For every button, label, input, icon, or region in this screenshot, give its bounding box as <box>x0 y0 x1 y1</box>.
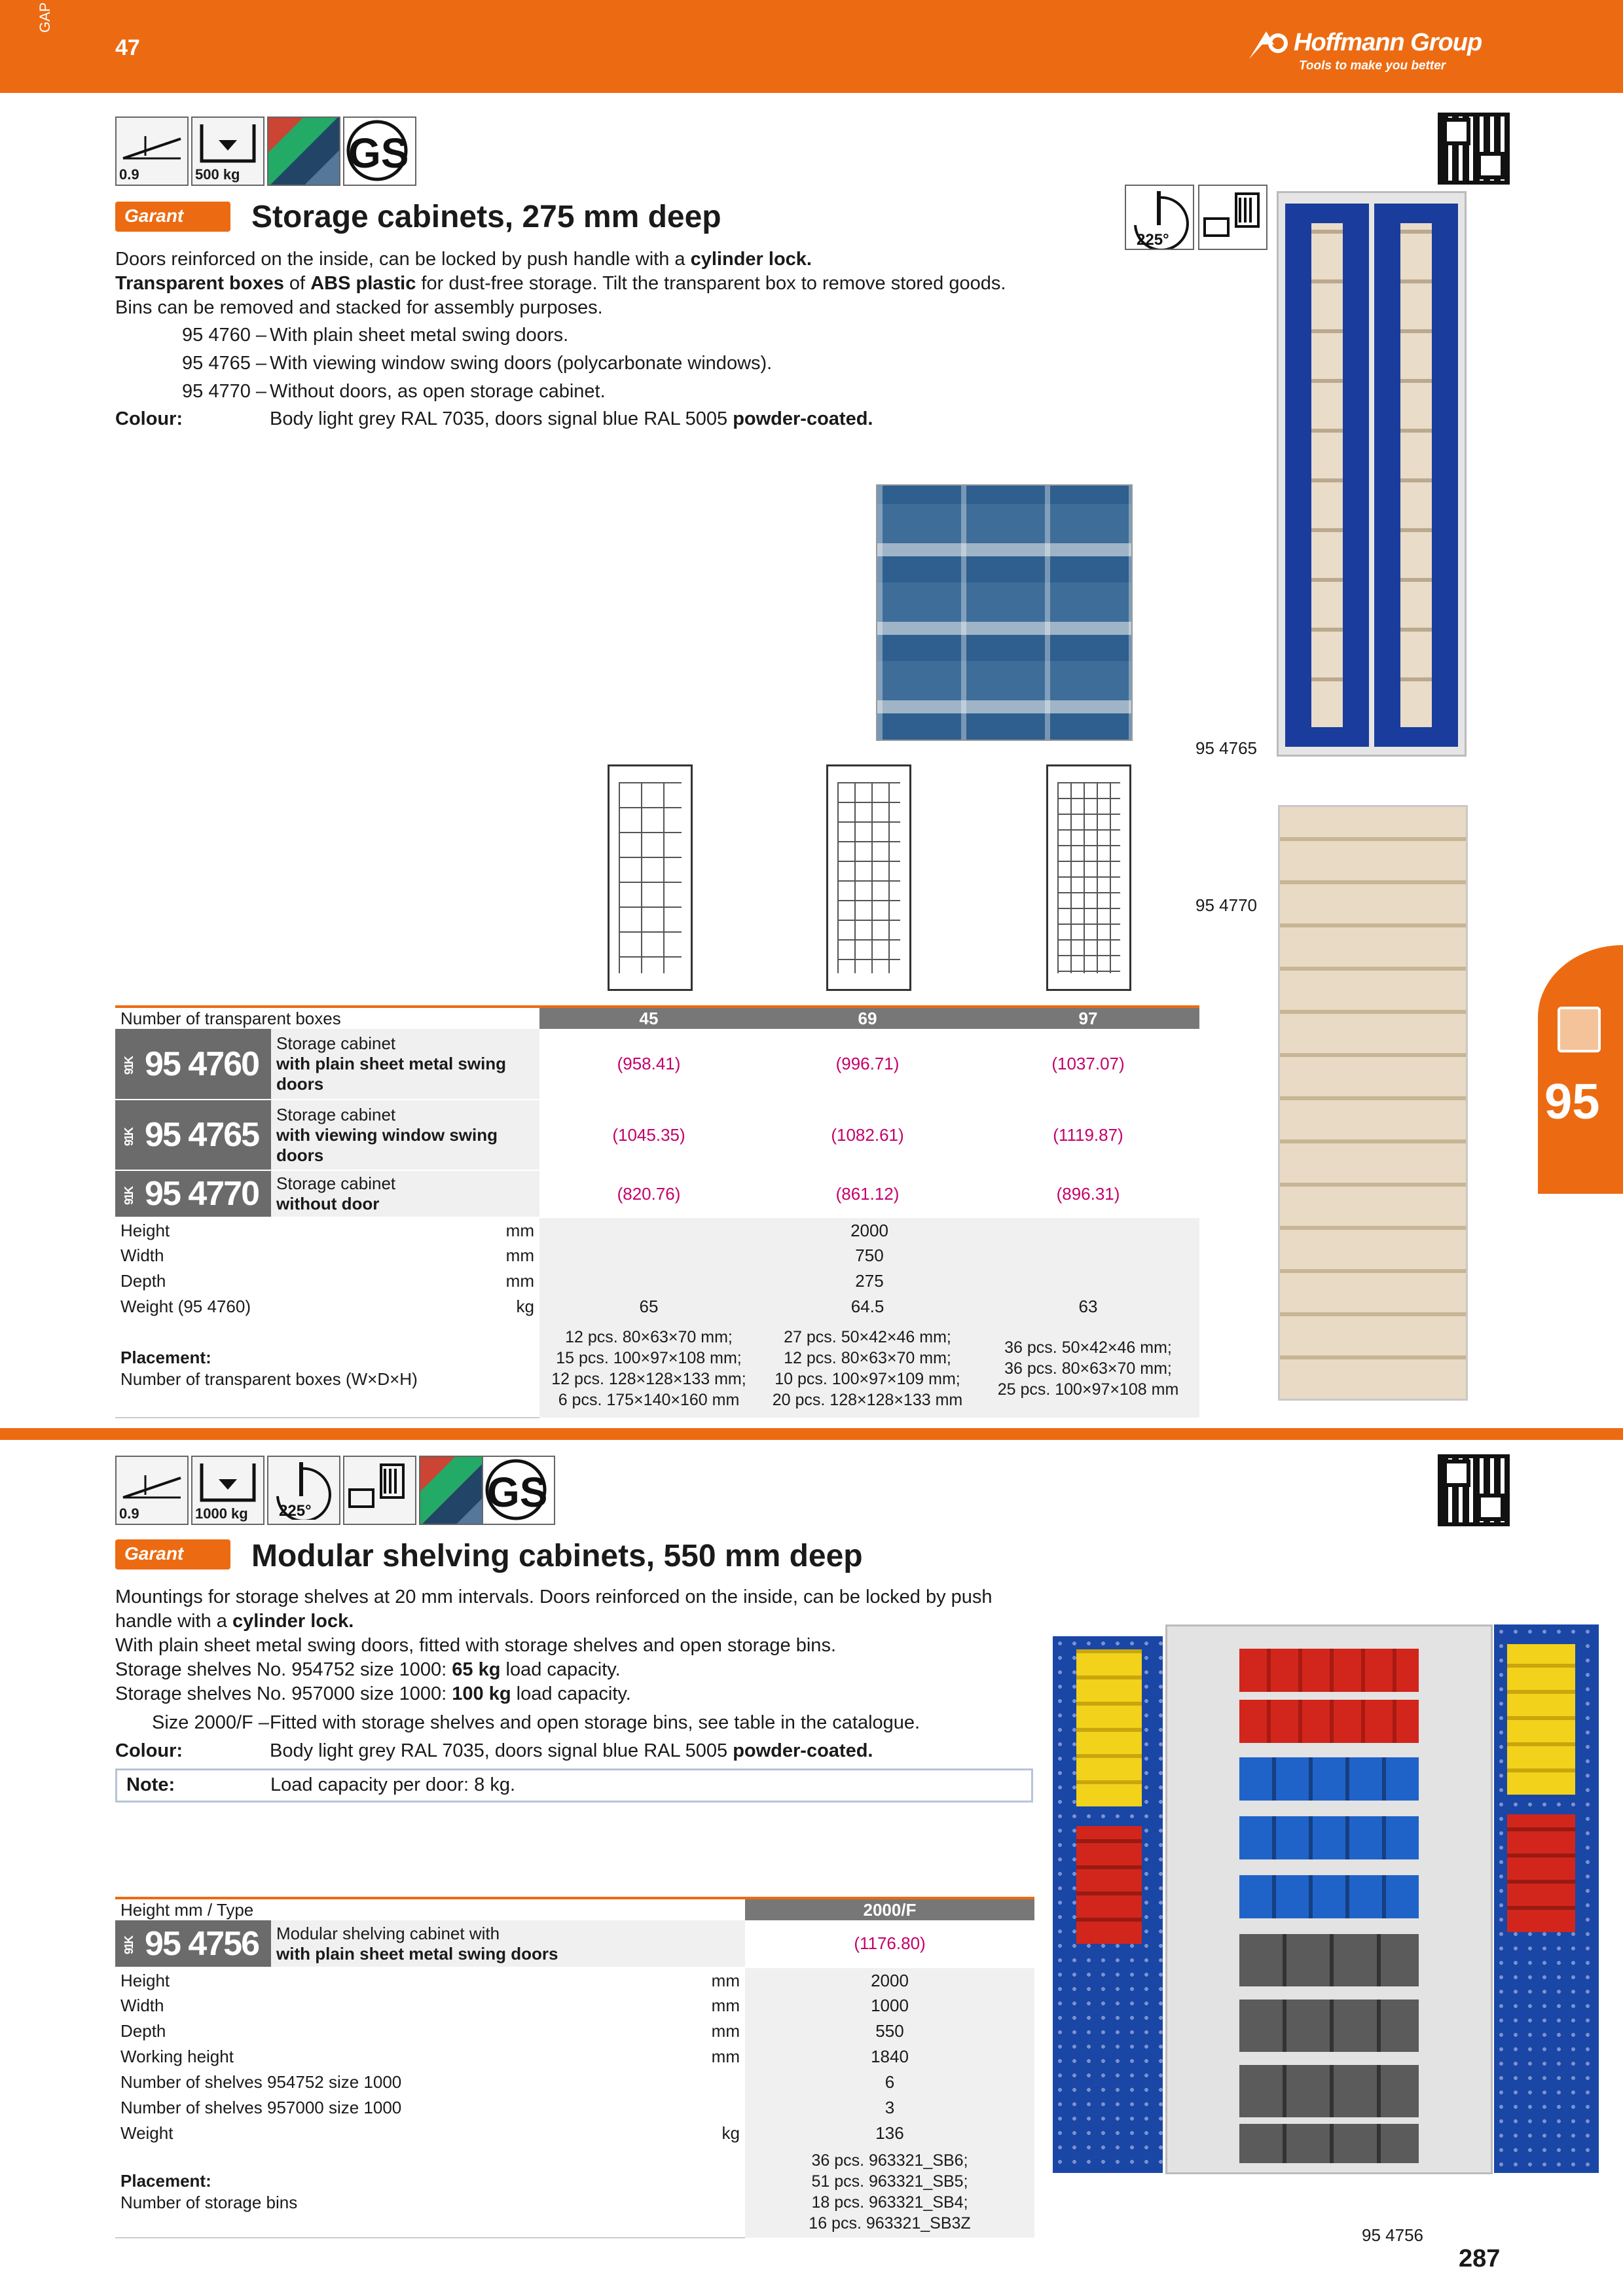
gs-certification-icon <box>482 1456 555 1525</box>
spec-row: Working height mm 1840 <box>115 2044 1034 2070</box>
spec-row-weight: Weight (95 4760) kg 65 64.5 63 <box>115 1294 1199 1319</box>
door-window <box>1400 223 1432 727</box>
blue-bin-row <box>1239 1875 1419 1918</box>
spec-row-depth: Depth mm 275 <box>115 1268 1199 1294</box>
spec-row: Number of shelves 954752 size 1000 6 <box>115 2070 1034 2095</box>
spec-row: Width mm 1000 <box>115 1993 1034 2018</box>
caption-954770: 95 4770 <box>1195 895 1257 915</box>
right-door <box>1494 1624 1599 2173</box>
spec-row: Weight kg 136 <box>115 2121 1034 2146</box>
lock-bins-icon <box>343 1456 416 1525</box>
section1-intro-line1: Doors reinforced on the inside, can be locked by push handle with a cylinder lock. <box>115 249 812 270</box>
garant-brand-badge: Garant <box>115 1539 230 1570</box>
grey-bin-row <box>1239 2124 1419 2163</box>
product-description: Storage cabinet with plain sheet metal swing doors <box>271 1029 539 1100</box>
colour-label: Colour: <box>115 1740 183 1761</box>
variant-text-3: Without doors, as open storage cabinet. <box>270 381 606 402</box>
spec-row: Depth mm 550 <box>115 2018 1034 2044</box>
grey-bin-row <box>1239 1934 1419 1986</box>
load-capacity-icon <box>191 117 264 186</box>
section2-line4: Storage shelves No. 954752 size 1000: 65 kg load capacity. <box>115 1659 621 1680</box>
table-row <box>115 1920 1034 1967</box>
cabinet-tab-icon <box>1558 1007 1601 1052</box>
price: (958.41) <box>539 1029 758 1100</box>
blue-bin-row <box>1239 1816 1419 1859</box>
price: (820.76) <box>539 1170 758 1217</box>
grey-bin-row <box>1239 2065 1419 2117</box>
caption-954756: 95 4756 <box>1362 2225 1423 2245</box>
article-number[interactable]: 91K 95 4770 <box>115 1170 271 1217</box>
colour-text: Body light grey RAL 7035, doors signal blue RAL 5005 powder-coated. <box>270 408 873 429</box>
col-69: 69 <box>758 1007 977 1029</box>
cabinet-photo-954756 <box>1165 1624 1493 2174</box>
price: (1082.61) <box>758 1100 977 1170</box>
layout-sketch-69 <box>826 764 911 991</box>
variant-text-1: With plain sheet metal swing doors. <box>270 325 569 346</box>
colour-text: Body light grey RAL 7035, doors signal blue RAL 5005 powder-coated. <box>270 1740 873 1761</box>
price: (996.71) <box>758 1029 977 1100</box>
table-row <box>115 1029 1199 1100</box>
qr-code-icon[interactable] <box>1438 1454 1510 1526</box>
left-door <box>1285 204 1369 747</box>
inclination-icon <box>115 117 189 186</box>
product-description: Storage cabinet without door <box>271 1170 539 1217</box>
section2-line2: handle with a cylinder lock. <box>115 1611 354 1632</box>
product-description: Storage cabinet with viewing window swing doors <box>271 1100 539 1170</box>
inclination-value: 0.9 <box>119 166 139 183</box>
article-number[interactable]: 91K 95 4756 <box>115 1920 271 1967</box>
spec-row-height: Height mm 2000 <box>115 1217 1199 1243</box>
load-value: 1000 kg <box>195 1505 248 1522</box>
table-header-label: Height mm / Type <box>115 1898 745 1920</box>
price: (896.31) <box>977 1170 1199 1217</box>
table-row <box>115 1100 1199 1170</box>
layout-sketch-97 <box>1046 764 1131 991</box>
caption-954765: 95 4765 <box>1195 738 1257 758</box>
svg-text:225°: 225° <box>279 1502 312 1520</box>
section-divider <box>0 1428 1623 1440</box>
layout-sketch-45 <box>608 764 693 991</box>
price: (1119.87) <box>977 1100 1199 1170</box>
price: (1037.07) <box>977 1029 1199 1100</box>
cabinet-photo-954765 <box>1277 191 1467 757</box>
cabinet-photo-954770 <box>1278 805 1468 1401</box>
door-angle-icon <box>267 1456 340 1525</box>
page-number: 287 <box>1459 2245 1501 2272</box>
table-row <box>115 1170 1199 1217</box>
inclination-value: 0.9 <box>119 1505 139 1522</box>
size-code: Size 2000/F – <box>152 1712 269 1733</box>
spec-row: Height mm 2000 <box>115 1967 1034 1993</box>
door-window <box>1311 223 1343 727</box>
blue-bin-row <box>1239 1757 1419 1801</box>
section1-intro-line3: Bins can be removed and stacked for assembly purposes. <box>115 297 603 318</box>
product-description: Modular shelving cabinet with with plain sheet metal swing doors <box>271 1920 745 1967</box>
section1-intro-line2: Transparent boxes of ABS plastic for dust-free storage. Tilt the transparent box to remove stored goods. <box>115 273 1006 294</box>
variant-code-3: 95 4770 – <box>182 381 267 402</box>
variant-text-2: With viewing window swing doors (polycarbonate windows). <box>270 353 773 374</box>
svg-text:225°: 225° <box>1137 231 1169 249</box>
chapter-tab[interactable] <box>1538 945 1623 1194</box>
note-box <box>115 1768 1033 1803</box>
note-label: Note: <box>126 1774 175 1795</box>
spec-row-width: Width mm 750 <box>115 1243 1199 1268</box>
logo-name: Hoffmann Group <box>1294 29 1482 56</box>
article-number[interactable]: 91K 95 4765 <box>115 1100 271 1170</box>
svg-text:GS: GS <box>487 1469 548 1516</box>
door-angle-icon <box>1125 185 1194 250</box>
right-door <box>1374 204 1458 747</box>
transparent-bins-photo <box>876 484 1133 741</box>
hoffmann-logo[interactable] <box>1247 26 1522 79</box>
red-bin-row <box>1239 1649 1419 1692</box>
section1-title: Storage cabinets, 275 mm deep <box>251 200 721 234</box>
garant-brand-badge: Garant <box>115 202 230 232</box>
col-97: 97 <box>977 1007 1199 1029</box>
inclination-icon <box>115 1456 189 1525</box>
chapter-number: 95 <box>1544 1074 1600 1130</box>
page-number-top: 47 <box>115 35 140 60</box>
price: (1176.80) <box>745 1920 1034 1967</box>
gs-certification-icon <box>343 117 416 186</box>
col-45: 45 <box>539 1007 758 1029</box>
red-bin-row <box>1239 1700 1419 1743</box>
size-text: Fitted with storage shelves and open storage bins, see table in the catalogue. <box>270 1712 921 1733</box>
colour-options-icon <box>267 117 340 186</box>
colour-label: Colour: <box>115 408 183 429</box>
load-value: 500 kg <box>195 166 240 183</box>
article-number[interactable]: 91K 95 4760 <box>115 1029 271 1100</box>
grey-bin-row <box>1239 2000 1419 2052</box>
placement-row: Placement: Number of transparent boxes (W×D×H) 12 pcs. 80×63×70 mm; 15 pcs. 100×97×108 mm; 12 pcs. 128×128×133 mm; 6 pcs. 175×140×160 mm 27 pcs. 50×42×46 mm; 12 pcs. 80×63×70 mm; 10 pcs. 100×97×109 mm; 20 pcs. 128×128×133 mm 36 pcs. 50×42×46 mm; 36 pcs. 80×63×70 mm; 25 pcs. 100×97×108 mm <box>115 1319 1199 1418</box>
variant-code-2: 95 4765 – <box>182 353 267 374</box>
spec-row: Number of shelves 957000 size 1000 3 <box>115 2095 1034 2121</box>
header-bar <box>0 0 1623 93</box>
logo-mark-icon <box>1247 27 1288 62</box>
section2-line1: Mountings for storage shelves at 20 mm intervals. Doors reinforced on the inside, can be locked by push <box>115 1587 993 1607</box>
variant-code-1: 95 4760 – <box>182 325 267 346</box>
col-2000f: 2000/F <box>745 1898 1034 1920</box>
placement-row: Placement: Number of storage bins 36 pcs. 963321_SB6; 51 pcs. 963321_SB5; 18 pcs. 963321_SB4; 16 pcs. 963321_SB3Z <box>115 2146 1034 2238</box>
lock-bins-icon <box>1198 185 1267 250</box>
modular-cabinets-table <box>115 1897 1034 2238</box>
price: (861.12) <box>758 1170 977 1217</box>
storage-cabinets-table <box>115 1005 1199 1418</box>
section2-title: Modular shelving cabinets, 550 mm deep <box>251 1539 863 1573</box>
logo-tagline: Tools to make you better <box>1299 59 1446 73</box>
side-label: GAP <box>37 2 53 33</box>
table-header-label: Number of transparent boxes <box>115 1007 539 1029</box>
left-door <box>1053 1636 1163 2173</box>
section2-line3: With plain sheet metal swing doors, fitted with storage shelves and open storage bins. <box>115 1635 836 1656</box>
section2-line5: Storage shelves No. 957000 size 1000: 100 kg load capacity. <box>115 1683 631 1704</box>
qr-code-icon[interactable] <box>1438 113 1510 185</box>
price: (1045.35) <box>539 1100 758 1170</box>
svg-text:GS: GS <box>348 130 409 177</box>
load-capacity-icon <box>191 1456 264 1525</box>
note-text: Load capacity per door: 8 kg. <box>270 1774 516 1795</box>
